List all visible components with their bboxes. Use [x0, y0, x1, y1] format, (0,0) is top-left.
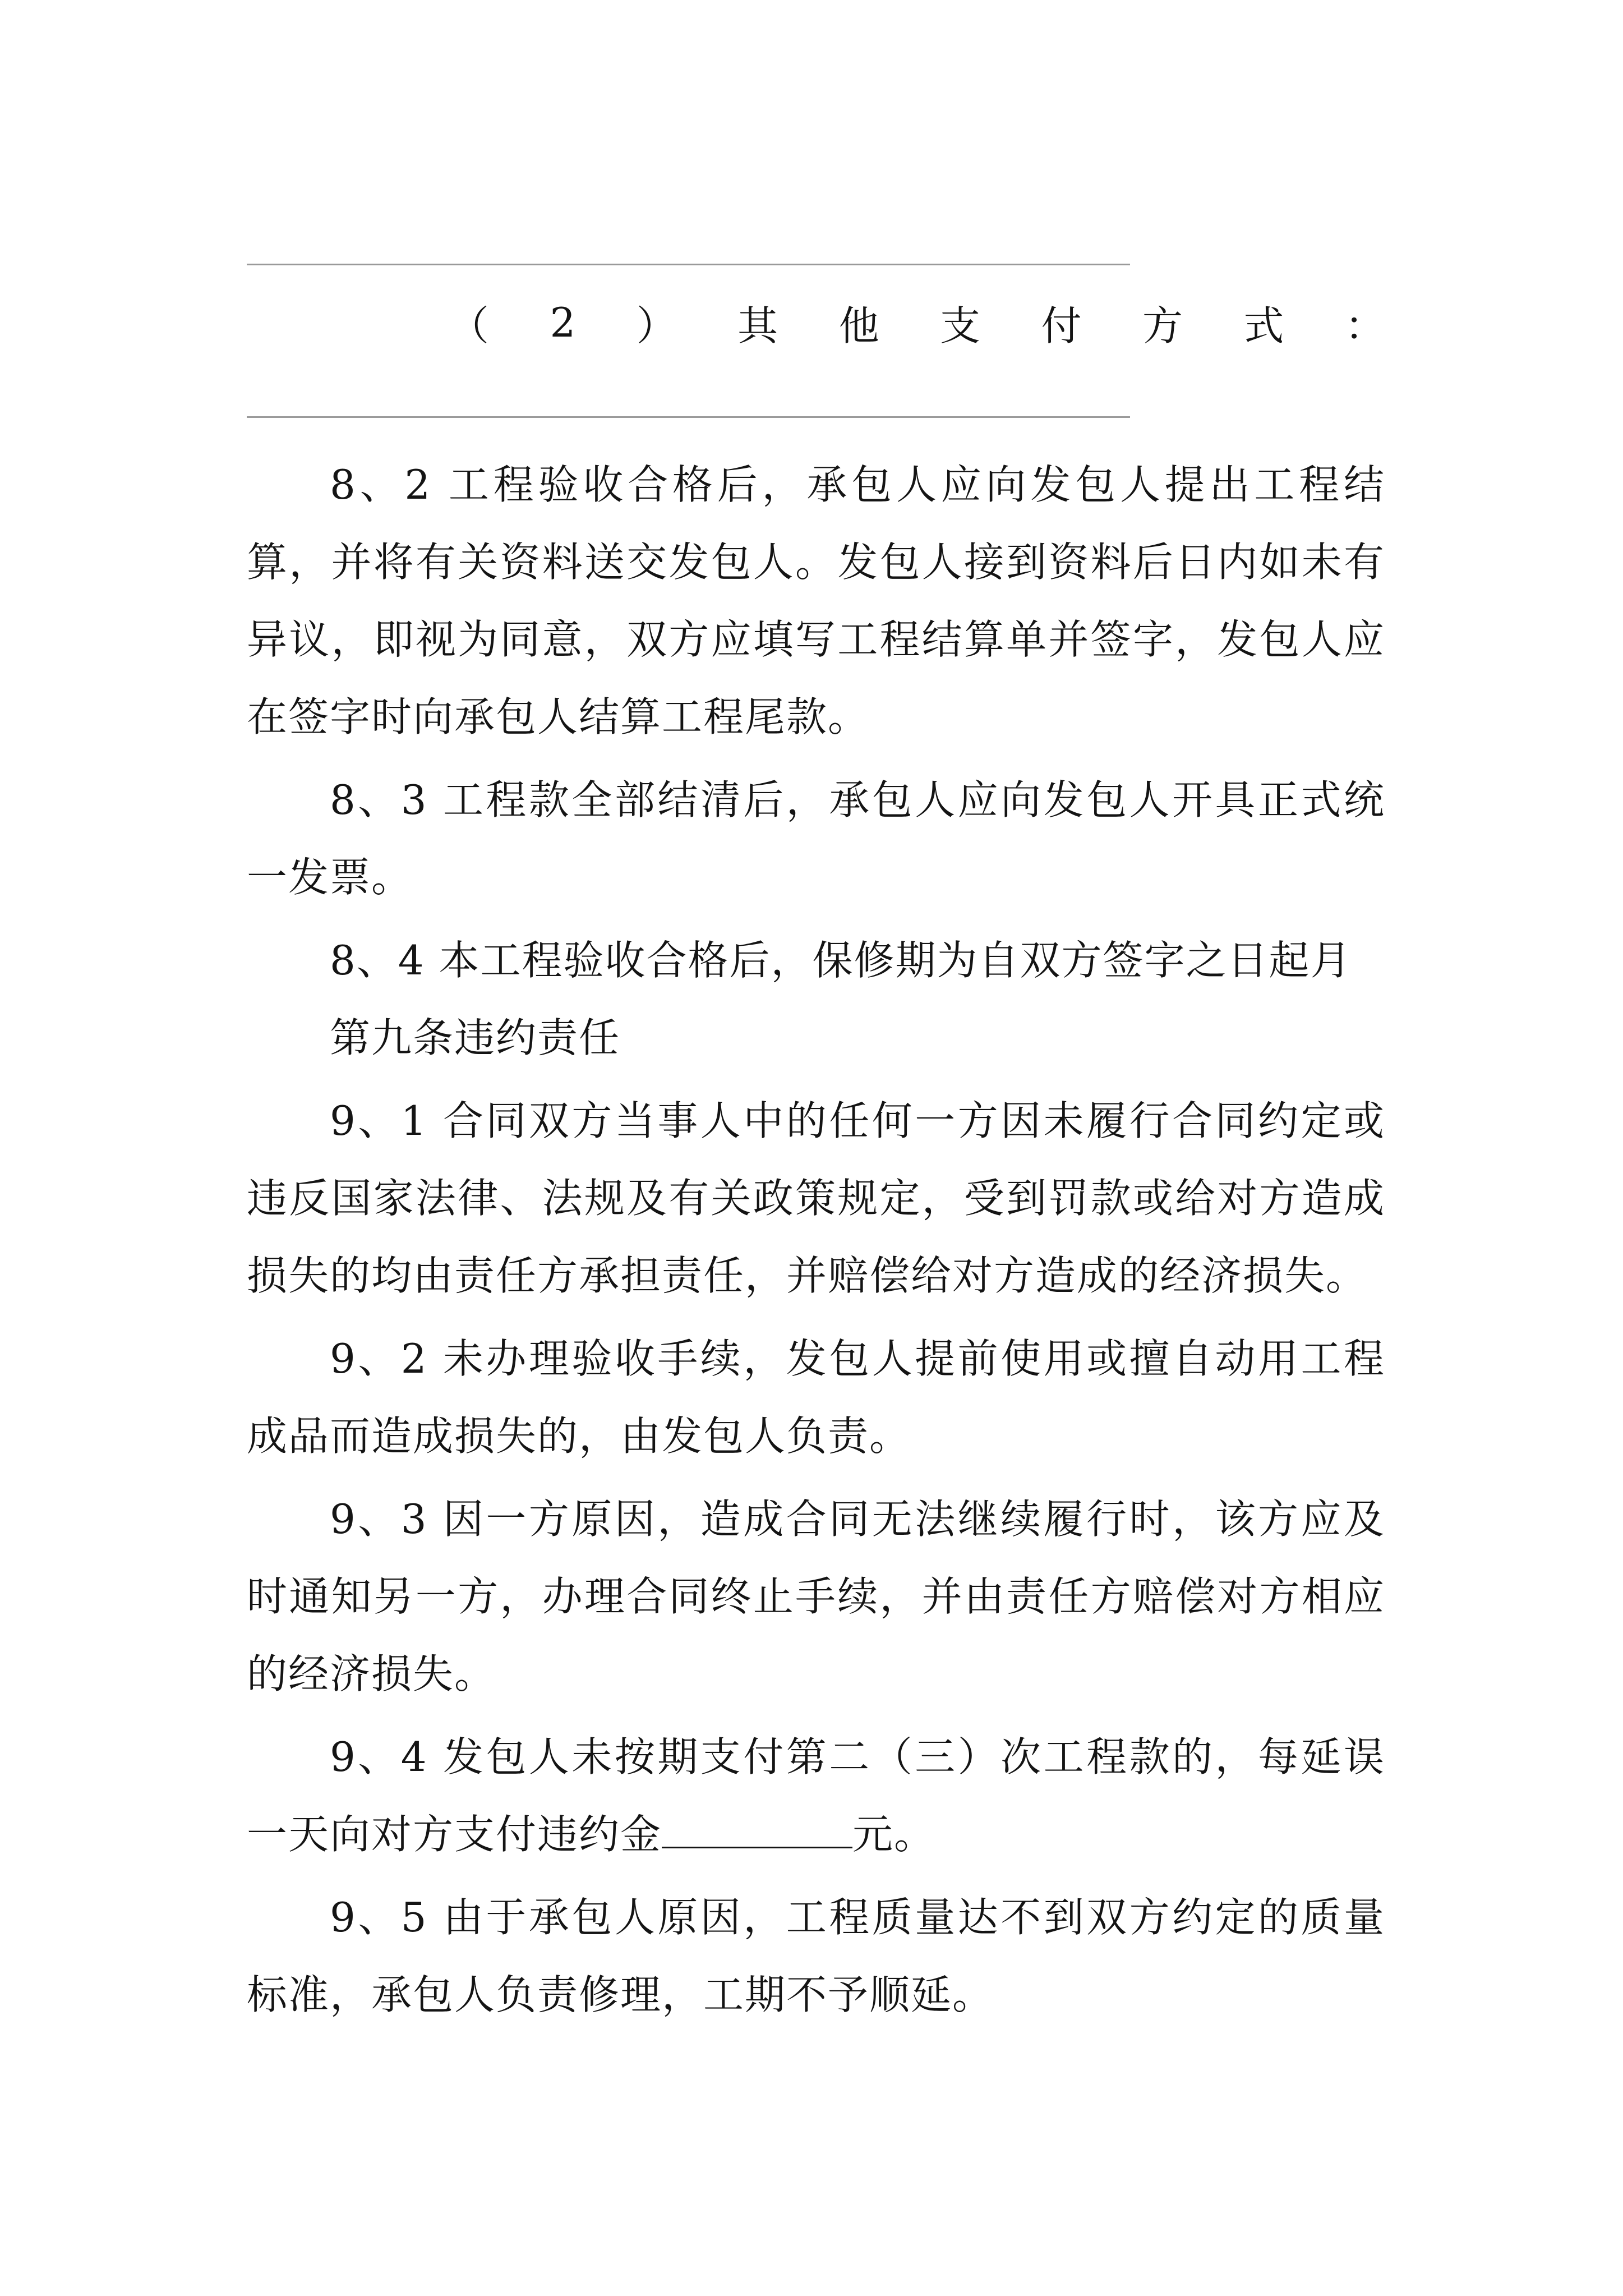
heading-char: （ [449, 302, 490, 349]
heading-char: 方 [1142, 302, 1183, 349]
blank-line-bottom [247, 416, 1130, 418]
other-payment-method-heading [449, 292, 1385, 353]
heading-char: 其 [737, 302, 778, 349]
heading-char: ： [1344, 302, 1385, 349]
clause-8-2: 8、2 工程验收合格后，承包人应向发包人提出工程结算，并将有关资料送交发包人。发包人接到资料后日内如未有异议，即视为同意，双方应填写工程结算单并签字，发包人应在签字时向承包人结算工程尾款。 [247, 461, 1385, 740]
heading-char: 支 [940, 302, 981, 349]
blank-line-top [247, 264, 1130, 265]
penalty-amount-blank [662, 1810, 852, 1848]
clause-8-4: 8、4 本工程验收合格后，保修期为自双方签字之日起月 [330, 937, 1352, 984]
article-9-title: 第九条违约责任 [330, 1014, 621, 1061]
clause-8-3: 8、3 工程款全部结清后，承包人应向发包人开具正式统一发票。 [247, 776, 1385, 901]
clause-9-4-text-before: 9、4 发包人未按期支付第二（三）次工程款的，每延误一天向对方支付违约金 [247, 1733, 1385, 1858]
heading-char: 付 [1041, 302, 1082, 349]
heading-char: 2 [550, 299, 576, 346]
clause-9-1: 9、1 合同双方当事人中的任何一方因未履行合同约定或违反国家法律、法规及有关政策规定，受到罚款或给对方造成损失的均由责任方承担责任，并赔偿给对方造成的经济损失。 [247, 1097, 1385, 1299]
heading-char: 他 [838, 302, 879, 349]
clause-9-2: 9、2 未办理验收手续，发包人提前使用或擅自动用工程成品而造成损失的，由发包人负责。 [247, 1335, 1385, 1460]
clause-9-4-text-after: 元。 [852, 1811, 936, 1858]
contract-body [247, 446, 1385, 2039]
heading-char: ） [636, 302, 677, 349]
clause-9-5: 9、5 由于承包人原因，工程质量达不到双方约定的质量标准，承包人负责修理，工期不予顺延。 [247, 1894, 1385, 2018]
clause-9-4 [247, 1718, 1385, 1873]
clause-9-3: 9、3 因一方原因，造成合同无法继续履行时，该方应及时通知另一方，办理合同终止手续，并由责任方赔偿对方相应的经济损失。 [247, 1496, 1385, 1697]
heading-char: 式 [1243, 302, 1284, 349]
